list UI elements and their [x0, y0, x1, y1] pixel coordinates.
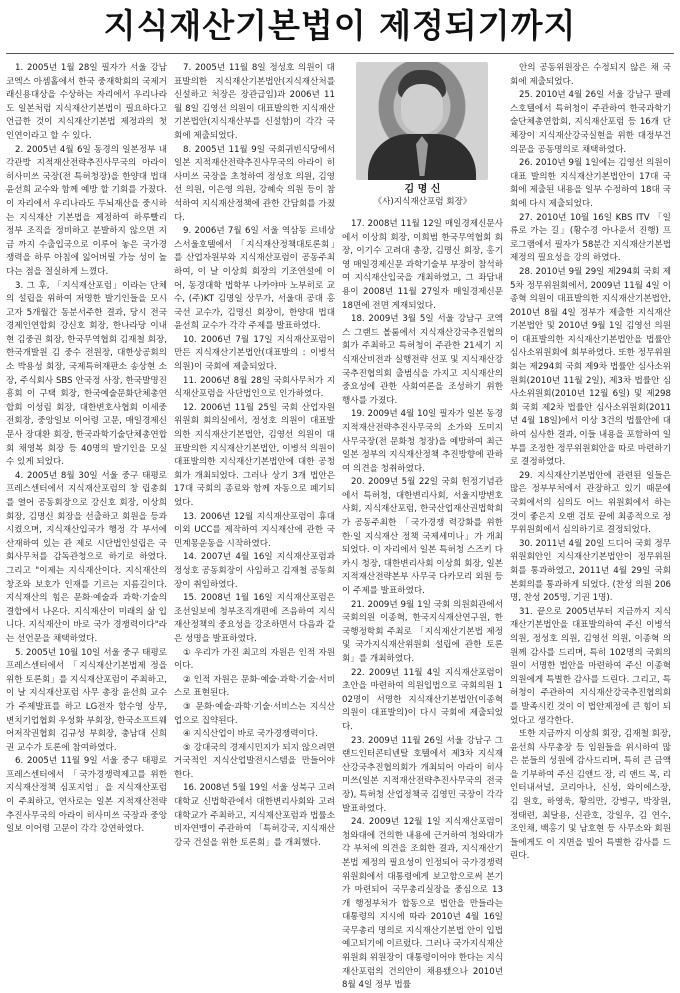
- article-column-1: [6, 62, 167, 932]
- article-paragraph: 12. 2006년 11월 25일 국회 산업자원위원회 회의실에서, 정성호 의원이 대표발의한 지식재산기본법안, 김영선 의원이 대표발의한 지식재산기본법안, 이병석 의원이 대표발의한 지식재산기본법안에 대한 공청회가 개최되었다. 그러나 상기 3개 법안은 17대 국회의 종료와 함께 자동으로 폐기되었다.: [174, 402, 335, 508]
- article-paragraph: 25. 2010년 4월 26일 서울 강남구 팔레스호텔에서 특허청이 주관하여 한국과학기술단체총연합회, 지식재산포럼 등 16개 단체장이 지식재산강국실현을 위한 대정부건의문을 공동명의로 채택하였다.: [510, 90, 671, 155]
- photo-caption: [342, 183, 503, 208]
- article-paragraph: ④ 지식산업이 바로 국가경쟁력이다.: [183, 729, 318, 740]
- article-paragraph: 26. 2010년 9월 1일에는 김영선 의원이 대표 발의한 지식재산기본법안이 17대 국회에 제출된 내용을 일부 수정하여 18대 국회에 다시 제출되었다.: [510, 158, 671, 209]
- article-paragraph: 17. 2008년 11월 12일 매일경제신문사에서 이상희 회장, 이희범 한국무역협회 회장, 이기수 고려대 총장, 김명신 회장, 홍기영 매일경제신문 과학기술부 부장이 참석하여 지식재산입국을 개최하였고, 그 좌담내용이 2008년 11월 27일자 매일경제신문 18면에 전면 게재되었다.: [342, 219, 503, 311]
- author-photo-block: [342, 62, 503, 212]
- article-paragraph: 24. 2009년 12월 1일 지식재산포럼이 청와대에 건의한 내용에 근거하여 청와대가 각 부처에 의견을 조회한 결과, 지식재산기본법 제정의 필요성이 인정되어 국가경쟁력위원회에서 대통령에게 보고함으로써 본기가 마련되어 국무총리실장을 중심으로 13개 행정부처가 합동으로 법안을 만들라는 대통령의 지시에 따라 2010년 4월 16일 국무총리 명의로 지식재산기본법 안이 입법 예고되기에 이르렀다. 그러나 국가지식재산위원회 위원장이 대통령이어야 한다는 지식재산포럼의 건의안이 채용됐으나 2010년 8월 4일 정부 법률: [342, 817, 503, 991]
- article-paragraph: 안의 공동위원장은 수정되지 않은 채 국회에 제출되었다.: [510, 63, 671, 87]
- article-paragraph: 22. 2009년 11월 4일 지식재산포럼이 초안을 마련하여 의원입법으로 국회의원 102명이 서명한 지식재산기본법안(이종혁 의원이 대표발의)이 다시 국회에 제출되었다.: [342, 667, 503, 732]
- article-paragraph: 14. 2007년 4월 16일 지식재산포럼과 정성호 공동회장이 사임하고 김재철 공동회장이 취임하였다.: [174, 552, 335, 590]
- author-title: 《사)지식재산포럼 회장》: [373, 197, 472, 207]
- article-paragraph: 19. 2009년 4월 10일 필자가 일본 동경 지적재산전략추진사무국의 소가와 도미지 사무국장(전 문화청 청장)을 예방하여 최근 일본 정부의 지식재산정책 추진방향에 관하여 의견을 청취하였다.: [342, 409, 503, 474]
- article-paragraph: 6. 2005년 11월 9일 서울 중구 태평로 프레스센터에서 「국가경쟁력제고를 위한 지식재산정책 심포지엄」을 지식재산포럼이 주최하고, 연사로는 일본 지적재산전략추진사무국의 아라이 히사미쓰 국장과 중앙일보 이어령 고문이 각각 강연하였다.: [6, 756, 167, 835]
- article-paragraph: 11. 2006년 8월 28일 국회사무처가 지식재산포럼을 사단법인으로 인가하였다.: [174, 375, 335, 400]
- article-paragraph: 30. 2011년 4월 20일 드디어 국회 정무위원회안인 지식재산기본법안이 정무위원회를 통과하였고, 2011년 4월 29일 국회 본회의를 통과하게 되었다. (찬성 의원 206명, 찬성 205명, 기권 1명).: [510, 538, 671, 604]
- author-name: 김 명 신: [404, 184, 441, 195]
- article-paragraph: 1. 2005년 1월 28일 필자가 서울 강남 코엑스 아셈홀에서 한국 중재학회의 국제거래신용대상을 수상하는 자리에서 우리나라도 일본처럼 지식재산기본법이 필요하다고 언급한 것이 지식재산기본법 제정과의 첫 인연이라고 할 수 있다.: [6, 63, 167, 141]
- article-paragraph: ⑤ 강대국의 경제시민지가 되지 않으려면 거국적인 지식산업발전시스템을 만들어야 한다.: [174, 742, 335, 780]
- article-paragraph: 13. 2006년 12월 지식재산포럼이 휴대이외 UCC를 제작하여 지식재산에 관한 국민계몽운동을 시작하였다.: [174, 511, 335, 549]
- article-paragraph: 7. 2005년 11월 8일 정성호 의원이 대표발의한 지식재산기본법안(지식재산처를 신설하고 처장은 장관급임)과 2006년 11월 8일 김영선 의원이 대표발의한 지식재산기본법안(지식재산부를 신설함)이 각각 국회에 제출되었다.: [174, 63, 335, 141]
- article-paragraph: 28. 2010년 9월 29일 제294회 국회 제5차 정무위원회에서, 2009년 11월 4일 이종혁 의원이 대표발의한 지식재산기본법안, 2010년 8월 4일 정부가 제출한 지식재산기본법안 및 2010년 9월 1일 김영선 의원이 대표발의한 지식재산기본법안을 법률안 심사소위원회에 회부하였다. 또한 정무위원회는 제294회 국회 제9차 법률안 심사소위원회(2010년 11월 2일), 제3차 법률안 심사소위원회(2010년 12월 6일) 및 제298회 국회 제2차 법률안 심사소위원회(2011년 4월 18일)에서 이상 3건의 법률안에 대하여 심사한 결과, 이들 내용을 포함하여 일부를 조정한 정무위원회안을 따로 마련하기로 결정하였다.: [510, 266, 671, 468]
- article-paragraph: 4. 2005년 8월 30일 서울 중구 태평로 프레스센터에서 지식재산포럼의 창 립총회를 열어 공동회장으로 강신호 회장, 이상희 회장, 김명신 회장을 선출하고 회원을 등과시켰으며, 지식재산입국가 행정 각 부서에 산재하여 있는 관 제로 시단법인설립은 국회사무처를 감독관청으로 하기로 하였다. 그리고 "이제는 지식재산이다. 지식재산의 창조와 보호가 인재를 기르는 지름길이다. 지식재산의 힘은 문화·예술과 과학·기술의 결합에서 나온다. 지식재산이 미래의 삶 입니다. 지식재산이 바로 국가 경쟁력이다"라는 선언문을 채택하였다.: [6, 470, 167, 644]
- article-paragraph: 23. 2009년 11월 26일 서울 강남구 그랜드인터콘티넨탈 호텔에서 제3차 지식재산강국추진협의회가 개최되어 아라이 히사미쓰(일본 지적재산전략추진사무국의 전국장), 특허청 산업정책국 김영민 국장이 각각 발표하였다.: [342, 735, 503, 814]
- article-paragraph: 29. 지식재산기본법안에 관련된 일들은 많은 정부부처에서 관장하고 있기 때문에 국회에서의 심의도 어느 위원회에서 하는 것이 좋은지 오랜 검토 끝에 최종적으로 정무위원회에서 심의하기로 결정되었다.: [510, 470, 671, 536]
- article-paragraph: 5. 2005년 10월 10일 서울 중구 태평로 프레스센터에서 「지식재산기본법제 정을 위한 토론회」를 지식재산포럼이 주최하고, 이 날 지식재산포럼 사무 총장 윤선희 교수가 주제발표를 하고 LG전자 함수영 상무, 변치기업협회 우성화 부회장, 한국소프트웨어저작권협회 김규성 부회장, 충남대 신희권 교수가 토론에 참여하였다.: [6, 647, 167, 753]
- article-paragraph: ① 우리가 가진 최고의 자원은 인적 자원이다.: [174, 647, 335, 672]
- article-paragraph: ③ 문화·예술·과학·기술·서비스는 지식산업으로 집약된다.: [174, 701, 335, 726]
- article-paragraph: 9. 2006년 7월 6일 서울 역삼동 르네상스서울호텔에서 「지식재산정책대토론회」를 산업자원부와 지식재산포럼이 공동주최하여, 이 날 이상희 회장의 기조연설에 이어, 동경대학 법학부 나카야마 노부히로 교수, (주)KT 김명일 상무가, 서울대 공대 홍국선 교수가, 김명신 회장이, 한양대 법대 윤선희 교수가 각각 주제를 발표하였다.: [174, 226, 335, 332]
- article-body: [6, 62, 674, 991]
- article-paragraph: 8. 2005년 11월 9일 국회귀빈식당에서 일본 지적재산전략추진사무국의 아라이 히사미쓰 국장을 초청하여 정성호 의원, 김영선 의원, 이은영 의원, 강혜숙 의원 등이 참석하여 지식재산정책에 관한 간담회를 가졌다.: [174, 144, 335, 223]
- article-paragraph: 10. 2006년 7월 17일 지식재산포럼이 만든 지식재산기본법안(대표발의 : 이병석 의원)이 국회에 제출되었다.: [174, 334, 335, 373]
- article-paragraph: 3. 그 후, 「지식재산포럼」이라는 단체의 설립을 위하여 저명한 발기인들을 모시고자 5개월간 동분서주한 결과, 당시 전국경제인연합회 강신호 회장, 한나라당 이내현 김중권 회장, 한국무역협회 김재철 회장, 한국개발원 김 중수 전원장, 대한상공회의소 박용성 회장, 국제특허재판소 송상현 소장, 주식회사 SBS 안국정 사장, 한국발명진흥회 이 구택 회장, 한국예술문화단체총연합회 이성림 회장, 대한변호사협회 이세중 전회장, 중앙일보 이어령 고문, 매일경제신문사 장대환 회장, 한국과학기술단체총연합회 채영복 회장 등 40명의 발기인을 모실 수 있게 되었다.: [6, 280, 167, 468]
- article-paragraph: 20. 2009년 5월 22일 국회 헌정기념관에서 특허청, 대한변리사회, 서울지방변호사회, 지식재산포럼, 한국산업재산권법학회가 공동주최한 「국가경쟁 력강화를 위한 한·일 지식재산 정책 국제세미나」가 개최되었다. 이 자리에서 일본 특허청 스즈키 다카시 청장, 대한변리사회 이상희 회장, 일본 지적재산전략본부 사무국 다카모리 외원 등이 주제를 발표하였다.: [342, 477, 503, 597]
- article-column-4: [510, 62, 671, 932]
- article-paragraph: 또한 지금까지 이상희 회장, 김재철 회장, 윤선희 사무총장 등 임원들을 위시하여 많은 분들의 성원에 감사드리며, 특히 큰 금액을 기부하여 주신 김앤드 장, 리 앤드 목, 리 인터내셔널, 코리아나, 신성, 와이에스장, 김 원호, 하영욱, 황의만, 강병구, 박장원, 정태련, 최달용, 신관호, 강일우, 김 연수, 조인채, 백홍기 및 남호현 등 사무소와 회원들에게도 이 지면을 빌어 특별한 감사를 드린다.: [510, 729, 671, 862]
- article-paragraph: 31. 끝으로 2005년부터 지금까지 지식재산기본법안을 대표발의하여 주신 이병석 의원, 정성호 의원, 김영선 의원, 이종혁 의원께 감사를 드리며, 특히 102명의 국회의원이 서명한 법안을 마련하여 주신 이종혁 의원에게 특별한 감사를 드린다. 그리고, 특허청이 주관하여 지식재산강국추진협의회를 발족시킨 것이 이 법안제정에 큰 힘이 되었다고 생각한다.: [510, 606, 671, 726]
- article-paragraph: 18. 2009년 3월 5일 서울 강남구 코엑스 그랜드 볼룸에서 지식재산강국추진협의회가 주최하고 특허청이 주관한 21세기 지식재산비전과 실행전략 선포 및 지식재산강국추진협의회 출범식을 가지고 지식재산의 중요성에 관한 사회여론을 조성하기 위한 행사를 가졌다.: [342, 314, 503, 406]
- article-paragraph: 27. 2010년 10월 16일 KBS ITV 「일류로 가는 길」(황수경 아나운서 진행) 프로그램에서 필자가 58분간 지식재산기본법 제정의 필요성을 강의 하였다.: [510, 212, 671, 264]
- author-portrait-photo: [356, 62, 488, 180]
- article-column-3: [342, 62, 503, 991]
- article-paragraph: ② 인적 자원은 문화·예술·과학·기술·서비스로 표현된다.: [174, 674, 335, 699]
- article-paragraph: 2. 2005년 4월 6일 동경의 일본정부 내각관방 지적재산전략추진사무국의 아라이 히사미쓰 국장(전 특허청장)을 한양대 법대 윤선희 교수와 함께 예방 할 기회를 가졌다. 이 자리에서 우리나라도 두뇌재산을 중시하는 지식재산 기본법을 제정하여 하루빨리 정부 조직을 정비하고 분발하지 않으면 지금 까지 수출입국으로 이루어 놓은 국가경쟁력을 하루 아침에 잃어버릴 가능 성이 높다는 점을 절실하게 느꼈다.: [6, 144, 167, 277]
- article-column-2: [174, 62, 335, 932]
- article-paragraph: 16. 2008년 5월 19일 서울 성북구 고려대학교 신법학관에서 대한변리사회와 고려대학교가 주최하고, 지식재산포럼과 법률소비자연맹이 주관하여 「특허강국, 지식재산강국 건설을 위한 토론회」를 개최했다.: [174, 783, 335, 848]
- headline: 지식재산기본법이 제정되기까지: [103, 6, 577, 45]
- headline-rule: [6, 53, 674, 54]
- article-paragraph: 21. 2009년 9월 1일 국회 의원회관에서 국회의원 이종혁, 한국지식재산연구원, 한국행정학회 주최로 「지식재산기본법 제정 및 국가지식재산위원회 설립에 관한 토론회」를 개최하였다.: [342, 599, 503, 664]
- article-paragraph: 15. 2008년 1월 16일 지식재산포럼은 조선일보에 청부조직개편에 즈음하여 지식재산정책의 중요성을 강조하면서 다음과 같은 성명을 발표하였다.: [174, 593, 335, 644]
